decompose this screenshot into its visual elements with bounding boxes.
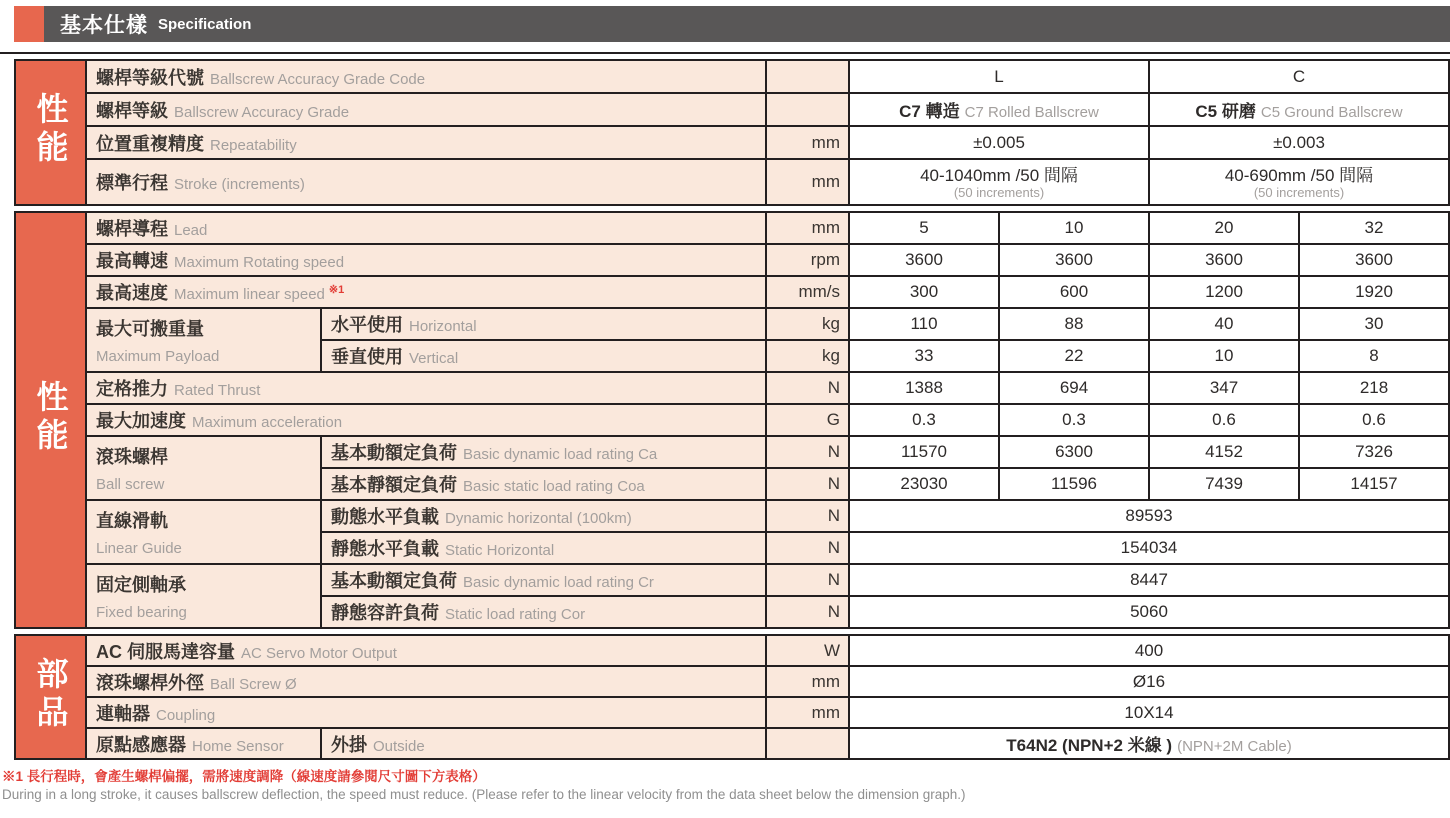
value-rpm-3: 3600 bbox=[1149, 244, 1299, 276]
label-zh: 水平使用 bbox=[331, 315, 403, 335]
value-accel-1: 0.3 bbox=[849, 404, 999, 436]
value-accel-4: 0.6 bbox=[1299, 404, 1449, 436]
label-zh: 基本動額定負荷 bbox=[331, 571, 457, 591]
unit-cell bbox=[766, 60, 849, 93]
label-en: Maximum linear speed bbox=[174, 286, 325, 303]
unit-cell: mm bbox=[766, 666, 849, 697]
value-speed-2: 600 bbox=[999, 276, 1149, 308]
value-lead-10: 10 bbox=[999, 212, 1149, 244]
unit-cell: N bbox=[766, 500, 849, 532]
group-ball-screw bbox=[86, 436, 321, 500]
label-en: Repeatability bbox=[210, 136, 297, 154]
value-coa-1: 23030 bbox=[849, 468, 999, 500]
row-bearing-cr bbox=[321, 564, 766, 596]
label-en: Home Sensor bbox=[192, 737, 284, 755]
label-en: Static Horizontal bbox=[445, 542, 555, 559]
group-label-en: Fixed bearing bbox=[96, 604, 187, 621]
unit-cell: mm bbox=[766, 697, 849, 728]
row-max-linear-speed bbox=[86, 276, 766, 308]
label-zh: 原點感應器 bbox=[96, 734, 186, 755]
label-en: Ballscrew Accuracy Grade bbox=[174, 103, 350, 121]
value-speed-1: 300 bbox=[849, 276, 999, 308]
label-en: Maximum Rotating speed bbox=[174, 254, 345, 271]
unit-cell: N bbox=[766, 468, 849, 500]
value-speed-4: 1920 bbox=[1299, 276, 1449, 308]
label-zh: 基本靜額定負荷 bbox=[331, 475, 457, 495]
value-payload-h-3: 40 bbox=[1149, 308, 1299, 340]
row-home-sensor bbox=[86, 728, 321, 759]
label-en: Rated Thrust bbox=[174, 382, 261, 399]
side-label-performance-2 bbox=[15, 212, 86, 628]
label-zh: 最高轉速 bbox=[96, 251, 168, 271]
label-zh: 螺桿導程 bbox=[96, 219, 168, 239]
footnote-zh: ※1 長行程時，會產生螺桿偏擺，需將速度調降（線速度請參閱尺寸圖下方表格） bbox=[2, 769, 486, 784]
label-en: Horizontal bbox=[409, 318, 477, 335]
footnote-en: During in a long stroke, it causes ballscrew deflection, the speed must reduce. (Please refer to the linear velocity from the data sheet below the dimension graph.) bbox=[2, 787, 966, 803]
spec-table-parts bbox=[14, 634, 1450, 760]
group-label-zh: 最大可搬重量 bbox=[96, 319, 204, 339]
value-servo-output: 400 bbox=[849, 635, 1449, 666]
row-servo-output bbox=[86, 635, 766, 666]
unit-cell: N bbox=[766, 596, 849, 628]
label-zh: 定格推力 bbox=[96, 379, 168, 399]
value-main: 40-690mm /50 間隔 bbox=[1224, 166, 1374, 186]
row-home-sensor-mount bbox=[321, 728, 766, 759]
value-screw-od: Ø16 bbox=[849, 666, 1449, 697]
row-coupling bbox=[86, 697, 766, 728]
label-zh: 螺桿等級 bbox=[96, 100, 168, 121]
row-payload-vertical bbox=[321, 340, 766, 372]
value-rpm-2: 3600 bbox=[999, 244, 1149, 276]
value-payload-v-1: 33 bbox=[849, 340, 999, 372]
label-zh: 動態水平負載 bbox=[331, 507, 439, 527]
row-bearing-cor bbox=[321, 596, 766, 628]
unit-cell: kg bbox=[766, 340, 849, 372]
group-label-zh: 滾珠螺桿 bbox=[96, 447, 168, 467]
side-label-text: 性能 bbox=[32, 379, 69, 456]
value-payload-h-4: 30 bbox=[1299, 308, 1449, 340]
label-en: Dynamic horizontal (100km) bbox=[445, 510, 632, 527]
row-rated-thrust bbox=[86, 372, 766, 404]
value-ca-4: 7326 bbox=[1299, 436, 1449, 468]
row-payload-horizontal bbox=[321, 308, 766, 340]
unit-cell: N bbox=[766, 372, 849, 404]
label-en: Ballscrew Accuracy Grade Code bbox=[210, 70, 426, 88]
row-grade-code bbox=[86, 60, 766, 93]
side-label-parts bbox=[15, 635, 86, 759]
value-sub: (50 increments) bbox=[1253, 184, 1345, 200]
value-thrust-3: 347 bbox=[1149, 372, 1299, 404]
label-zh: AC 伺服馬達容量 bbox=[96, 641, 235, 662]
group-fixed-bearing bbox=[86, 564, 321, 628]
label-zh: 靜態容許負荷 bbox=[331, 603, 439, 623]
unit-cell: mm bbox=[766, 159, 849, 205]
row-guide-static bbox=[321, 532, 766, 564]
label-en: Stroke (increments) bbox=[174, 176, 305, 193]
header-accent-square bbox=[14, 6, 44, 42]
value-speed-3: 1200 bbox=[1149, 276, 1299, 308]
value-sub: (50 increments) bbox=[953, 184, 1045, 200]
section-header bbox=[14, 6, 1450, 42]
value-lead-5: 5 bbox=[849, 212, 999, 244]
label-zh: 靜態水平負載 bbox=[331, 539, 439, 559]
label-en: Lead bbox=[174, 222, 208, 239]
value-repeatability-C: ±0.003 bbox=[1149, 126, 1449, 159]
value-home-sensor bbox=[849, 728, 1449, 759]
row-static-load-coa bbox=[321, 468, 766, 500]
value-zh: C5 研磨 bbox=[1195, 102, 1256, 121]
side-label-performance bbox=[15, 60, 86, 205]
label-en: Basic static load rating Coa bbox=[463, 478, 645, 495]
value-coa-2: 11596 bbox=[999, 468, 1149, 500]
value-en: (NPN+2M Cable) bbox=[1177, 738, 1292, 755]
value-coa-3: 7439 bbox=[1149, 468, 1299, 500]
value-grade-code-L: L bbox=[849, 60, 1149, 93]
value-en: C5 Ground Ballscrew bbox=[1260, 104, 1403, 121]
value-bearing-cr: 8447 bbox=[849, 564, 1449, 596]
unit-cell: N bbox=[766, 532, 849, 564]
group-label-zh: 直線滑軌 bbox=[96, 511, 168, 531]
spec-table-performance-1 bbox=[14, 59, 1450, 206]
value-ca-3: 4152 bbox=[1149, 436, 1299, 468]
value-zh: C7 轉造 bbox=[899, 102, 960, 121]
value-main: 40-1040mm /50 間隔 bbox=[920, 166, 1078, 186]
row-stroke bbox=[86, 159, 766, 205]
value-rpm-4: 3600 bbox=[1299, 244, 1449, 276]
value-main: T64N2 (NPN+2 米線 ) bbox=[1006, 736, 1173, 755]
unit-cell: N bbox=[766, 436, 849, 468]
label-en: Outside bbox=[373, 737, 425, 755]
row-guide-dynamic bbox=[321, 500, 766, 532]
value-en: C7 Rolled Ballscrew bbox=[964, 104, 1099, 121]
label-en: Coupling bbox=[156, 706, 216, 724]
value-payload-h-2: 88 bbox=[999, 308, 1149, 340]
label-en: Basic dynamic load rating Cr bbox=[463, 574, 654, 591]
side-label-text: 性能 bbox=[32, 92, 69, 168]
value-accel-2: 0.3 bbox=[999, 404, 1149, 436]
value-guide-static: 154034 bbox=[849, 532, 1449, 564]
label-en: Vertical bbox=[409, 350, 459, 367]
label-zh: 垂直使用 bbox=[331, 347, 403, 367]
label-zh: 螺桿等級代號 bbox=[96, 67, 204, 88]
footnote-ref: ※1 bbox=[328, 283, 345, 296]
value-payload-v-2: 22 bbox=[999, 340, 1149, 372]
unit-cell: N bbox=[766, 564, 849, 596]
value-coupling: 10X14 bbox=[849, 697, 1449, 728]
group-max-payload bbox=[86, 308, 321, 372]
label-zh: 滾珠螺桿外徑 bbox=[96, 672, 204, 693]
value-bearing-cor: 5060 bbox=[849, 596, 1449, 628]
value-guide-dynamic: 89593 bbox=[849, 500, 1449, 532]
label-zh: 連軸器 bbox=[96, 703, 150, 724]
label-en: Ball Screw Ø bbox=[210, 675, 297, 693]
value-thrust-2: 694 bbox=[999, 372, 1149, 404]
label-en: Static load rating Cor bbox=[445, 606, 586, 623]
label-zh: 外掛 bbox=[331, 734, 367, 755]
unit-cell bbox=[766, 728, 849, 759]
row-grade bbox=[86, 93, 766, 126]
value-stroke-C bbox=[1149, 159, 1449, 205]
unit-cell: G bbox=[766, 404, 849, 436]
value-lead-20: 20 bbox=[1149, 212, 1299, 244]
value-repeatability-L: ±0.005 bbox=[849, 126, 1149, 159]
group-label-en: Maximum Payload bbox=[96, 348, 220, 365]
header-bar bbox=[44, 6, 1450, 42]
label-en: Maximum acceleration bbox=[192, 414, 343, 431]
footnotes bbox=[2, 768, 1450, 804]
row-max-rpm bbox=[86, 244, 766, 276]
unit-cell: rpm bbox=[766, 244, 849, 276]
unit-cell: W bbox=[766, 635, 849, 666]
label-zh: 標準行程 bbox=[96, 173, 168, 193]
group-linear-guide bbox=[86, 500, 321, 564]
unit-cell: mm bbox=[766, 126, 849, 159]
side-label-text: 部品 bbox=[32, 656, 69, 733]
value-grade-C bbox=[1149, 93, 1449, 126]
value-payload-v-3: 10 bbox=[1149, 340, 1299, 372]
value-ca-2: 6300 bbox=[999, 436, 1149, 468]
value-thrust-4: 218 bbox=[1299, 372, 1449, 404]
group-label-zh: 固定側軸承 bbox=[96, 575, 186, 595]
row-screw-od bbox=[86, 666, 766, 697]
value-ca-1: 11570 bbox=[849, 436, 999, 468]
value-payload-h-1: 110 bbox=[849, 308, 999, 340]
label-en: Basic dynamic load rating Ca bbox=[463, 446, 658, 463]
group-label-en: Linear Guide bbox=[96, 540, 182, 557]
row-max-acceleration bbox=[86, 404, 766, 436]
value-grade-code-C: C bbox=[1149, 60, 1449, 93]
label-en: AC Servo Motor Output bbox=[241, 644, 397, 662]
value-thrust-1: 1388 bbox=[849, 372, 999, 404]
unit-cell: mm bbox=[766, 212, 849, 244]
value-grade-L bbox=[849, 93, 1149, 126]
unit-cell: mm/s bbox=[766, 276, 849, 308]
label-zh: 最高速度 bbox=[96, 283, 168, 303]
value-accel-3: 0.6 bbox=[1149, 404, 1299, 436]
value-rpm-1: 3600 bbox=[849, 244, 999, 276]
divider-rule bbox=[0, 52, 1450, 54]
row-repeatability bbox=[86, 126, 766, 159]
page-title-en: Specification bbox=[158, 15, 252, 33]
label-zh: 最大加速度 bbox=[96, 411, 186, 431]
value-payload-v-4: 8 bbox=[1299, 340, 1449, 372]
page-title-zh: 基本仕樣 bbox=[60, 14, 148, 37]
label-zh: 基本動額定負荷 bbox=[331, 443, 457, 463]
group-label-en: Ball screw bbox=[96, 476, 165, 493]
row-dynamic-load-ca bbox=[321, 436, 766, 468]
unit-cell bbox=[766, 93, 849, 126]
label-zh: 位置重複精度 bbox=[96, 133, 204, 154]
spec-table-performance-2 bbox=[14, 211, 1450, 629]
value-stroke-L bbox=[849, 159, 1149, 205]
row-lead bbox=[86, 212, 766, 244]
unit-cell: kg bbox=[766, 308, 849, 340]
value-lead-32: 32 bbox=[1299, 212, 1449, 244]
value-coa-4: 14157 bbox=[1299, 468, 1449, 500]
